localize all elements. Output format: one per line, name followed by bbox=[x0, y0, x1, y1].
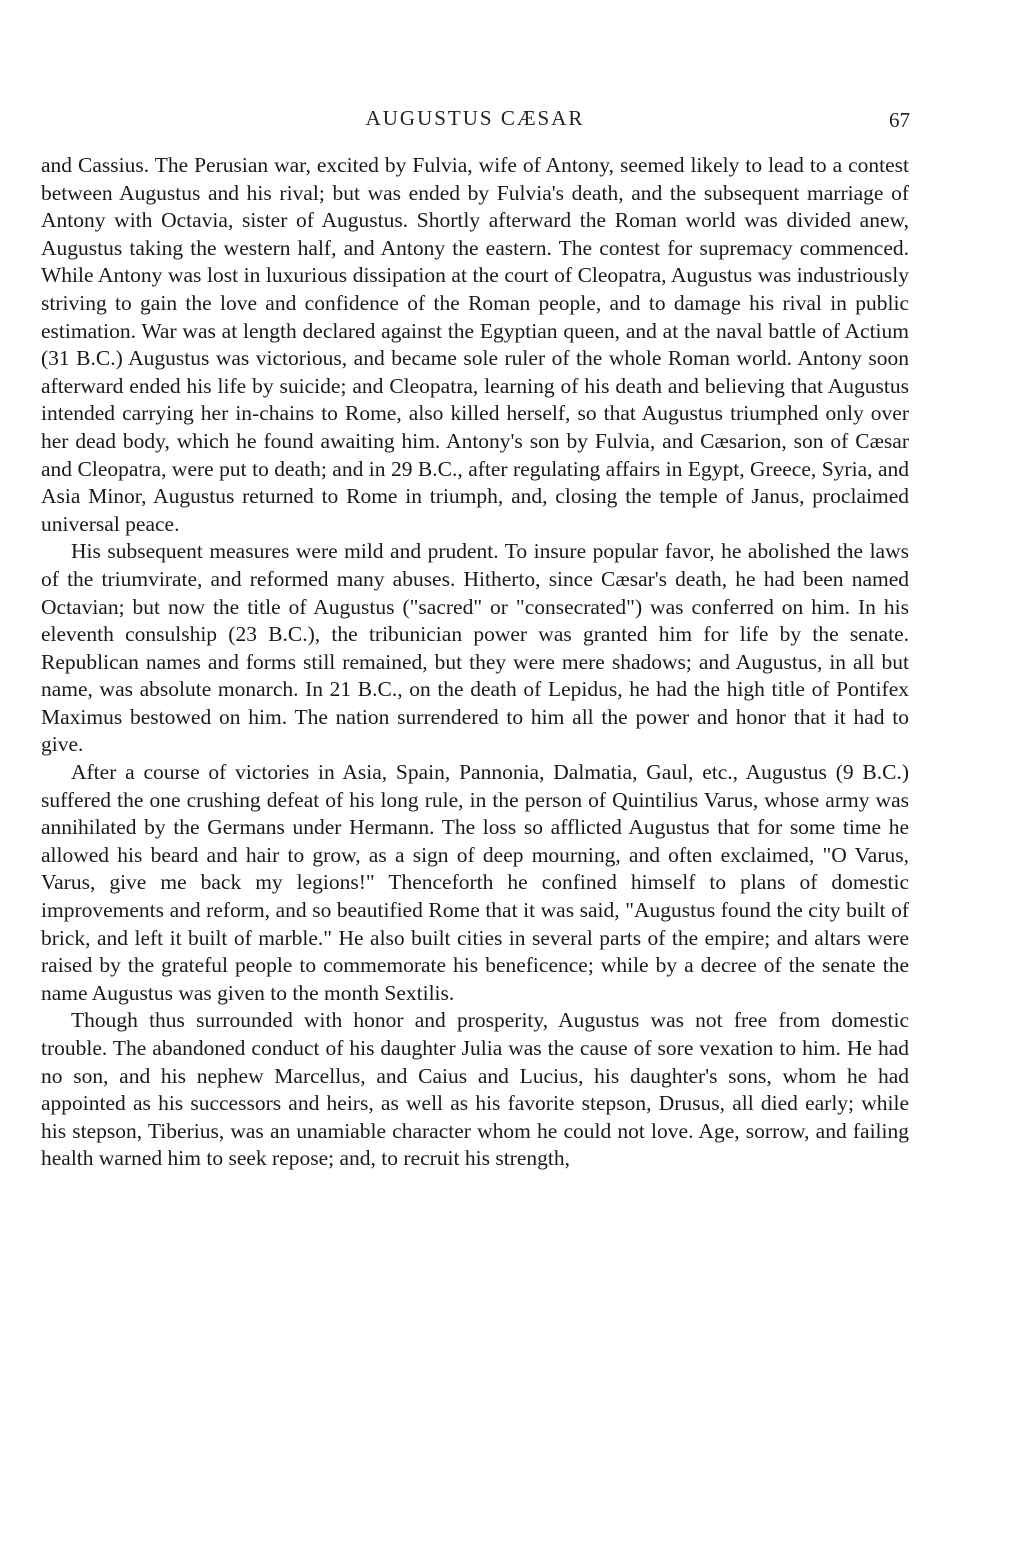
body-text bbox=[41, 152, 909, 1173]
page-header bbox=[40, 106, 910, 140]
paragraph: His subsequent measures were mild and prudent. To insure popular favor, he abolished the laws of the triumvirate, and reformed many abuses. Hitherto, since Cæsar's death, he had been named Octavian; but now the title of Augustus ("sacred" or "consecrated") was conferred on him. In his eleventh consulship (23 B.C.), the tribunician power was granted him for life by the senate. Republican names and forms still remained, but they were mere shadows; and Augustus, in all but name, was absolute monarch. In 21 B.C., on the death of Lepidus, he had the high title of Pontifex Maximus bestowed on him. The nation surrendered to him all the power and honor that it had to give. bbox=[41, 539, 909, 757]
page-number: 67 bbox=[889, 108, 910, 132]
paragraph: and Cassius. The Perusian war, excited by Fulvia, wife of Antony, seemed likely to lead to a contest between Augustus and his rival; but was ended by Fulvia's death, and the subsequent marriage of Antony with Octavia, sister of Augustus. Shortly afterward the Roman world was divided anew, Augustus taking the western half, and Antony the eastern. The contest for supremacy commenced. While Antony was lost in luxurious dissipation at the court of Cleopatra, Augustus was industriously striving to gain the love and confidence of the Roman people, and to damage his rival in public estimation. War was at length declared against the Egyptian queen, and at the naval battle of Actium (31 B.C.) Augustus was victorious, and became sole ruler of the whole Roman world. Antony soon afterward ended his life by suicide; and Cleopatra, learning of his death and believing that Augustus intended carrying her in-chains to Rome, also killed herself, so that Augustus triumphed only over her dead body, which he found awaiting him. Antony's son by Fulvia, and Cæsarion, son of Cæsar and Cleopatra, were put to death; and in 29 B.C., after regulating affairs in Egypt, Greece, Syria, and Asia Minor, Augustus returned to Rome in triumph, and, closing the temple of Janus, proclaimed universal peace. bbox=[41, 153, 909, 536]
paragraph: After a course of victories in Asia, Spain, Pannonia, Dalmatia, Gaul, etc., Augustus (9 B.C.) suffered the one crushing defeat of his long rule, in the person of Quintilius Varus, whose army was annihilated by the Germans under Hermann. The loss so afflicted Augustus that for some time he allowed his beard and hair to grow, as a sign of deep mourning, and often exclaimed, "O Varus, Varus, give me back my legions!" Thenceforth he confined himself to plans of domestic improvements and reform, and so beautified Rome that it was said, "Augustus found the city built of brick, and left it built of marble." He also built cities in several parts of the empire; and altars were raised by the grateful people to commemorate his beneficence; while by a decree of the senate the name Augustus was given to the month Sextilis. bbox=[41, 760, 909, 1005]
running-title: AUGUSTUS CÆSAR bbox=[365, 106, 585, 130]
paragraph: Though thus surrounded with honor and prosperity, Augustus was not free from domestic trouble. The abandoned conduct of his daughter Julia was the cause of sore vexation to him. He had no son, and his nephew Marcellus, and Caius and Lucius, his daughter's sons, whom he had appointed as his successors and heirs, as well as his favorite stepson, Drusus, all died early; while his stepson, Tiberius, was an unamiable character whom he could not love. Age, sorrow, and failing health warned him to seek repose; and, to recruit his strength, bbox=[41, 1008, 909, 1171]
